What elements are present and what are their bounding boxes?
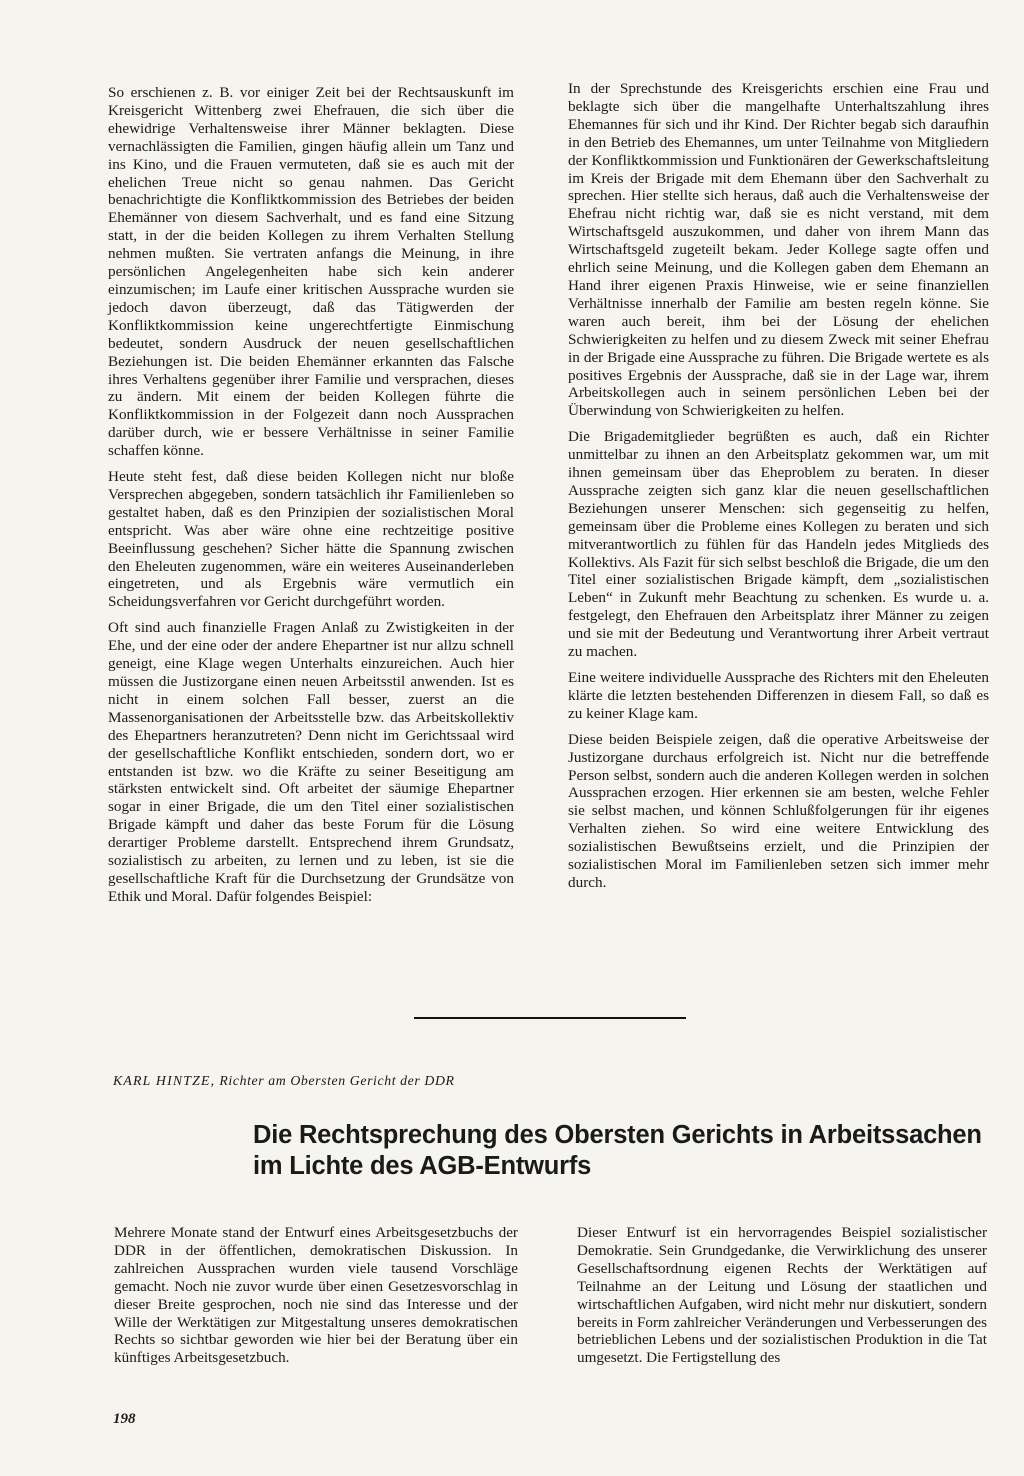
section-divider [414, 1017, 686, 1019]
article-title [253, 1120, 1013, 1182]
article1-right-column [568, 80, 989, 892]
article-title-line: Die Rechtsprechung des Obersten Gerichts in Arbeitssachen [253, 1121, 982, 1149]
article1-left-column [108, 84, 514, 906]
author-name: KARL HINTZE, [113, 1073, 216, 1088]
paragraph: So erschienen z. B. vor einiger Zeit bei der Rechtsauskunft im Kreisgericht Wittenberg zwei Ehefrauen, die sich über die ehewidrige Verhaltensweise ihrer Männer beklagten. Diese vernachlässigten die Familien, gingen häufig allein um Tanz und ins Kino, und die Frauen vermuteten, daß sie es auch mit der ehelichen Treue nicht so genau nahmen. Das Gericht benachrichtigte die Konfliktkommission des Betriebes der beiden Ehemänner von diesem Sachverhalt, und es fand eine Sitzung statt, in der die beiden Kollegen zu ihrem Verhalten Stellung nehmen mußten. Sie vertraten anfangs die Meinung, in ihre persönlichen Angelegenheiten habe sich kein anderer einzumischen; im Laufe einer kritischen Aussprache wurden sie jedoch davon überzeugt, daß das Tätigwerden der Konfliktkommission keine ungerechtfertigte Einmischung bedeutet, sondern Ausdruck der neuen gesellschaftlichen Beziehungen ist. Die beiden Ehemänner erkannten das Falsche ihres Verhaltens gegenüber ihrer Familie und versprachen, dieses zu ändern. Mit einem der beiden Kollegen führte die Konfliktkommission in der Folgezeit dann noch Aussprachen darüber durch, wie er bessere Verhältnisse in seiner Familie schaffen könne. [108, 84, 514, 460]
paragraph: Mehrere Monate stand der Entwurf eines Arbeitsgesetzbuchs der DDR in der öffentlichen, demokratischen Diskussion. In zahlreichen Aussprachen wurden viele tausend Vorschläge gemacht. Noch nie zuvor wurde über einen Gesetzesvorschlag in dieser Breite gesprochen, noch nie sind das Interesse und der Wille der Werktätigen zur Mitgestaltung unseres demokratischen Rechts so sichtbar geworden wie hier bei der Beratung über ein künftiges Arbeitsgesetzbuch. [114, 1224, 518, 1367]
paragraph: Diese beiden Beispiele zeigen, daß die operative Arbeitsweise der Justizorgane durchaus erfolgreich ist. Nicht nur die betreffende Person selbst, sondern auch die anderen Kollegen werden in solchen Aussprachen erzogen. Hier erkennen sie am besten, welche Fehler sie selbst machen, und können Schlußfolgerungen für ihr eigenes Verhalten ziehen. So wird eine weitere Entwicklung des sozialistischen Bewußtseins erzielt, und die Prinzipien der sozialistischen Moral im Familienleben setzen sich immer mehr durch. [568, 730, 989, 891]
paragraph: Oft sind auch finanzielle Fragen Anlaß zu Zwistigkeiten in der Ehe, und der eine oder der andere Ehepartner ist nur allzu schnell geneigt, eine Klage wegen Unterhalts einzureichen. Auch hier müssen die Justizorgane einen neuen Arbeitsstil anwenden. Ist es nicht in einem solchen Fall besser, zuerst an die Massenorganisationen der Arbeitsstelle bzw. das Arbeitskollektiv des Ehepartners heranzutreten? Denn nicht im Gerichtssaal wird der gesellschaftliche Konflikt entschieden, sondern dort, wo er entstanden ist bzw. wo die Kräfte zu seiner Beseitigung am stärksten entwickelt sind. Oft arbeitet der säumige Ehepartner sogar in einer Brigade, die um den Titel einer sozialistischen Brigade kämpft und daher das beste Forum für die Lösung derartiger Probleme darstellt. Entsprechend ihrem Grundsatz, sozialistisch zu arbeiten, zu lernen und zu leben, ist sie die gesellschaftliche Kraft für die Durchsetzung der Grundsätze von Ethik und Moral. Dafür folgendes Beispiel: [108, 619, 514, 905]
paragraph: Dieser Entwurf ist ein hervorragendes Beispiel sozialistischer Demokratie. Sein Grundgedanke, die Verwirklichung des unserer Gesellschaftsordnung eigenen Rechts der Werktätigen auf Teilnahme an der Leitung und Lösung der staatlichen und wirtschaftlichen Aufgaben, wird nicht mehr nur diskutiert, sondern bereits in Form zahlreicher Veränderungen und Verbesserungen des betrieblichen Lebens und der sozialistischen Produktion in die Tat umgesetzt. Die Fertigstellung des [577, 1224, 987, 1367]
paragraph: Eine weitere individuelle Aussprache des Richters mit den Eheleuten klärte die letzten bestehenden Differenzen in diesem Fall, so daß es zu keiner Klage kam. [568, 669, 989, 722]
author-role: Richter am Obersten Gericht der DDR [219, 1073, 455, 1088]
article2-right-column [577, 1224, 987, 1367]
page-number: 198 [113, 1411, 136, 1427]
paragraph: Heute steht fest, daß diese beiden Kollegen nicht nur bloße Versprechen abgegeben, sondern tatsächlich ihr Familienleben so gestaltet haben, daß es den Prinzipien der sozialistischen Moral entspricht. Was aber wäre ohne eine rechtzeitige positive Beeinflussung geschehen? Sicher hätte die Spannung zwischen den Eheleuten zugenommen, wäre ein weiteres Auseinanderleben eingetreten, und als Ergebnis wäre vermutlich ein Scheidungsverfahren vor Gericht durchgeführt worden. [108, 468, 514, 611]
article2-left-column [114, 1224, 518, 1367]
paragraph: Die Brigademitglieder begrüßten es auch, daß ein Richter unmittelbar zu ihnen an den Arbeitsplatz gekommen war, um mit ihnen gemeinsam über das Eheproblem zu beraten. In dieser Aussprache zeigten sich ganz klar die neuen gesellschaftlichen Beziehungen unserer Menschen: sich gegenseitig zu helfen, gemeinsam über die Probleme eines Kollegen zu beraten und sich mitverantwortlich zu fühlen für das Handeln jedes Mitglieds des Kollektivs. Als Fazit für sich selbst beschloß die Brigade, die um den Titel einer sozialistischen Brigade kämpft, dem „sozialistischen Leben“ in Zukunft mehr Beachtung zu schenken. Es wurde u. a. festgelegt, den Ehefrauen den Arbeitsplatz ihrer Männer zu zeigen und sie mit der Bedeutung und Verantwortung ihrer Arbeit vertraut zu machen. [568, 428, 989, 661]
article-title-line: im Lichte des AGB-Entwurfs [253, 1152, 592, 1180]
author-byline [113, 1073, 455, 1089]
paragraph: In der Sprechstunde des Kreisgerichts erschien eine Frau und beklagte sich über die mangelhafte Unterhaltszahlung ihres Ehemannes für sich und ihr Kind. Der Richter begab sich daraufhin in den Betrieb des Ehemannes, um unter Teilnahme von Mitgliedern der Konfliktkommission und Funktionären der Gewerkschaftsleitung im Kreis der Brigade mit dem Ehemann über den Sachverhalt zu sprechen. Hier stellte sich heraus, daß auch die Verhaltensweise der Ehefrau nicht richtig war, daß sie es nicht verstand, mit dem Wirtschaftsgeld auszukommen, und daher von ihrem Mann das Wirtschaftsgeld zugeteilt bekam. Jeder Kollege sagte offen und ehrlich seine Meinung, und die Kollegen gaben dem Ehemann an Hand ihrer eigenen Praxis Hinweise, wie er seine finanziellen Verhältnisse innerhalb der Familie am besten regeln könne. Sie waren auch bereit, ihm bei der Lösung der ehelichen Schwierigkeiten zu helfen und zu diesem Zweck mit seiner Ehefrau in der Brigade eine Aussprache zu führen. Die Brigade wertete es als positives Ergebnis der Aussprache, daß sie in der Lage war, ihrem Arbeitskollegen auch in seinem persönlichen Leben bei der Überwindung von Schwierigkeiten zu helfen. [568, 80, 989, 420]
